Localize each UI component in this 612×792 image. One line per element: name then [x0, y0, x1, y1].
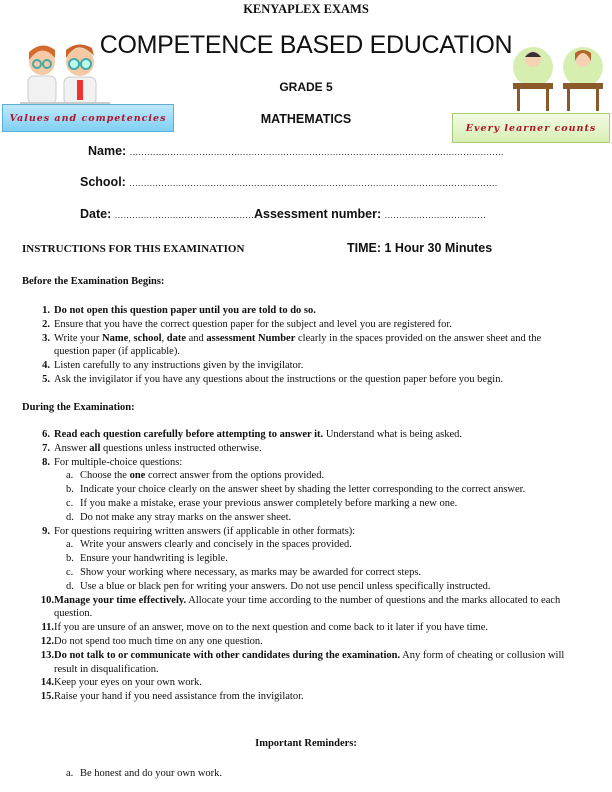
sub-item-text	[80, 538, 578, 552]
assessment-number-blank[interactable]: ...................................	[384, 210, 487, 220]
item-number: 5.	[42, 373, 50, 385]
instruction-item	[38, 525, 578, 539]
instructions-heading: INSTRUCTIONS FOR THIS EXAMINATION	[22, 243, 245, 255]
item-number: 3.	[42, 332, 50, 344]
brand-name: KENYAPLEX EXAMS	[243, 2, 369, 16]
date-blank[interactable]: ................................................	[114, 210, 254, 220]
text-segment: Choose the	[80, 470, 130, 482]
text-segment: ,	[128, 332, 134, 344]
text-segment: Do not spend too much time on any one question.	[54, 635, 263, 647]
students-at-desks-illustration	[505, 45, 610, 113]
item-number: 6.	[42, 429, 50, 440]
instruction-item	[38, 304, 578, 318]
text-segment: Understand what is being asked.	[323, 429, 462, 440]
item-text	[54, 676, 578, 690]
text-segment: Indicate your choice clearly on the answer sheet by shading the letter corresponding to the correct answer.	[80, 484, 526, 496]
text-segment: Listen carefully to any instructions given by the invigilator.	[54, 360, 304, 372]
sub-item-letter: b.	[66, 484, 74, 496]
sub-item	[66, 483, 578, 497]
text-segment: Write your	[54, 332, 102, 344]
values-competencies-banner: Values and competencies	[2, 104, 174, 132]
during-exam-heading: During the Examination:	[22, 402, 135, 413]
reminder-item	[66, 767, 578, 781]
instruction-item	[38, 318, 578, 332]
bold-text: Do not talk to or communicate with other candidates during the examination.	[54, 649, 401, 661]
scientist-kids-illustration	[20, 40, 110, 106]
text-segment: If you are unsure of an answer, move on to the next question and come back to it later if you have time.	[54, 622, 489, 634]
sub-item-letter: c.	[66, 566, 74, 578]
text-segment: correct answer from the options provided.	[145, 470, 325, 482]
bold-text: Read each question carefully before attempting to answer it.	[54, 429, 324, 440]
text-segment: For multiple-choice questions:	[54, 456, 183, 468]
instruction-item	[38, 649, 578, 677]
instruction-item	[38, 676, 578, 690]
reminder-letter: a.	[66, 768, 74, 779]
item-number: 15.	[40, 691, 54, 703]
subject-label: MATHEMATICS	[260, 112, 352, 126]
sub-item-text	[80, 483, 578, 497]
text-segment: Use a blue or black pen for writing your answers. Do not use pencil unless specifically instructed.	[80, 580, 491, 592]
item-number: 12.	[40, 635, 54, 647]
before-exam-list	[38, 304, 578, 387]
item-text	[54, 635, 578, 649]
item-number: 1.	[42, 305, 50, 316]
item-text	[54, 442, 578, 456]
text-segment: and	[186, 332, 207, 344]
sub-item-letter: d.	[66, 580, 74, 592]
text-segment: For questions requiring written answers (if applicable in other formats):	[54, 525, 356, 537]
item-number: 2.	[42, 318, 50, 330]
sub-item	[66, 552, 578, 566]
instruction-item	[38, 690, 578, 704]
item-number: 9.	[42, 525, 50, 537]
bold-text: assessment Number	[206, 332, 296, 344]
text-segment: Answer	[54, 442, 90, 454]
sub-item-letter: c.	[66, 497, 74, 509]
item-text	[54, 373, 578, 387]
sub-item-letter: a.	[66, 539, 74, 551]
important-reminders-heading: Important Reminders:	[255, 738, 357, 749]
item-number: 13.	[40, 649, 54, 661]
instruction-item	[38, 359, 578, 373]
item-number: 7.	[42, 442, 50, 454]
sub-item	[66, 497, 578, 511]
text-segment: Allocate your time according to the number of questions and the marks allocated to each question.	[54, 594, 561, 620]
text-segment: Write your answers clearly and concisely in the spaces provided.	[80, 539, 352, 551]
sub-item-text	[80, 566, 578, 580]
before-exam-heading: Before the Examination Begins:	[22, 276, 165, 287]
sub-item-text	[80, 497, 578, 511]
text-segment: Keep your eyes on your own work.	[54, 677, 202, 689]
instruction-item	[38, 332, 578, 360]
sub-item	[66, 469, 578, 483]
item-number: 11.	[41, 622, 54, 634]
item-number: 14.	[40, 677, 54, 689]
bold-text: Do not open this question paper until you are told to do so.	[54, 305, 316, 316]
bold-text: school	[133, 332, 162, 344]
text-segment: clearly in the spaces provided on the answer sheet and the question paper (if applicable).	[54, 332, 542, 358]
instruction-item	[38, 428, 578, 442]
sub-item-text	[80, 511, 578, 525]
bold-text: date	[166, 332, 186, 344]
item-number: 4.	[42, 360, 50, 372]
instruction-item	[38, 373, 578, 387]
item-text	[54, 525, 578, 539]
text-segment: Show your working where necessary, as marks may be awarded for correct steps.	[80, 566, 422, 578]
name-field[interactable]	[88, 144, 504, 158]
assessment-number-label: Assessment number:	[253, 207, 382, 221]
item-text	[54, 456, 578, 470]
text-segment: Any form of cheating or collusion will result in disqualification.	[54, 649, 565, 675]
item-text	[54, 594, 578, 622]
school-label: School:	[80, 175, 126, 189]
bold-text: Name	[101, 332, 129, 344]
text-segment: ,	[161, 332, 167, 344]
sub-item-text	[80, 580, 578, 594]
grade-label: GRADE 5	[279, 80, 333, 94]
instruction-item	[38, 456, 578, 470]
item-number: 10.	[40, 594, 54, 606]
text-segment: Ensure that you have the correct question paper for the subject and level you are registered for.	[54, 318, 452, 330]
sub-item-text	[80, 552, 578, 566]
exam-time: TIME: 1 Hour 30 Minutes	[347, 241, 493, 255]
item-text	[54, 318, 578, 332]
text-segment: Do not make any stray marks on the answer sheet.	[80, 511, 292, 523]
bold-text: all	[89, 442, 101, 454]
item-text	[54, 649, 578, 677]
item-text	[54, 621, 578, 635]
name-label: Name:	[88, 144, 127, 158]
during-exam-list	[38, 428, 578, 704]
sub-item-letter: d.	[66, 511, 74, 523]
sub-item-letter: a.	[66, 470, 74, 482]
instruction-item	[38, 442, 578, 456]
item-number: 8.	[42, 456, 50, 468]
item-text	[54, 332, 578, 360]
date-field[interactable]	[80, 207, 486, 221]
sub-item	[66, 580, 578, 594]
bold-text: one	[129, 470, 146, 482]
text-segment: Raise your hand if you need assistance from the invigilator.	[54, 691, 304, 703]
instruction-item	[38, 594, 578, 622]
every-learner-counts-banner: Every learner counts	[452, 113, 610, 143]
item-text	[54, 359, 578, 373]
instruction-item	[38, 621, 578, 635]
reminders-list	[38, 767, 578, 781]
instruction-item	[38, 635, 578, 649]
school-field[interactable]	[80, 175, 498, 189]
reminder-text: Be honest and do your own work.	[80, 768, 223, 779]
sub-item	[66, 566, 578, 580]
sub-item	[66, 511, 578, 525]
page-title: COMPETENCE BASED EDUCATION	[99, 31, 513, 59]
text-segment: If you make a mistake, erase your previous answer completely before marking a new one.	[80, 497, 458, 509]
bold-text: Manage your time effectively.	[54, 594, 187, 606]
text-segment: Ensure your handwriting is legible.	[80, 553, 228, 565]
date-label: Date:	[80, 207, 112, 221]
sub-item-text	[80, 469, 578, 483]
text-segment: Ask the invigilator if you have any questions about the instructions or the question paper before you begin.	[54, 373, 504, 385]
item-text	[54, 304, 578, 318]
sub-item-letter: b.	[66, 553, 74, 565]
item-text	[54, 690, 578, 704]
name-blank[interactable]: .................................................................................................................................	[129, 147, 504, 157]
sub-item	[66, 538, 578, 552]
school-blank[interactable]: ...............................................................................................................................	[129, 178, 498, 188]
item-text	[54, 428, 578, 442]
text-segment: questions unless instructed otherwise.	[100, 442, 262, 454]
